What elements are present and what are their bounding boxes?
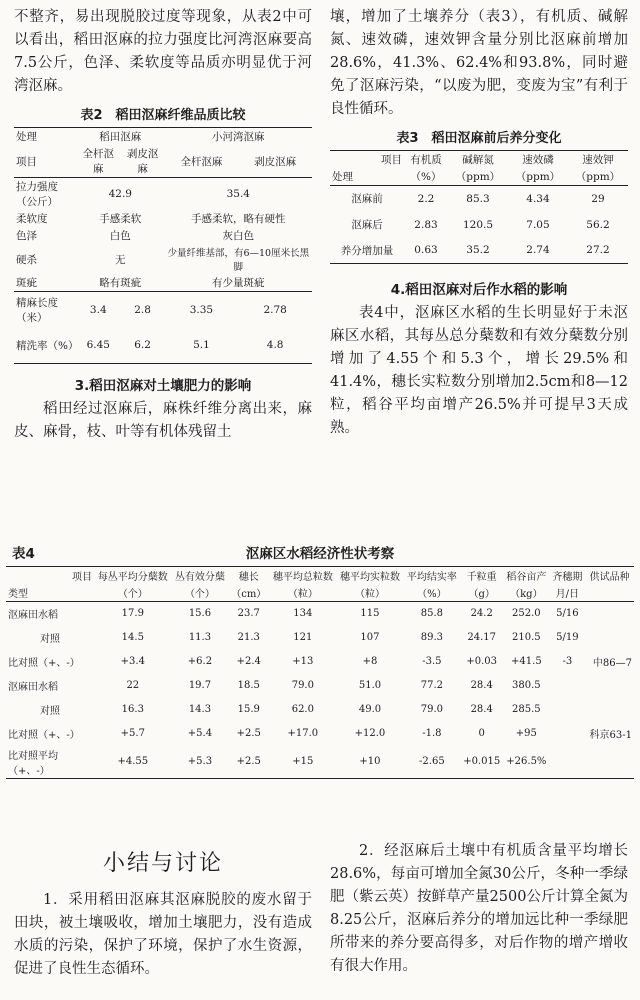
table4-row-label: 比对照（+、-）: [8, 730, 80, 741]
right-column-top: [330, 6, 628, 440]
table4-cell: 16.3: [121, 704, 144, 715]
table3-header: 有机质: [410, 154, 442, 166]
table4-cell: 18.5: [237, 680, 260, 691]
table4-cell: 0: [478, 728, 485, 739]
table2-cell: 少量纤维基部，有6—10厘米长黑脚: [167, 248, 310, 273]
table2-cell: 42.9: [108, 188, 132, 200]
table4-cell: 79.0: [291, 680, 314, 691]
table4-cell: 285.5: [512, 704, 541, 715]
table4: [6, 566, 634, 779]
table4-cell: 24.2: [470, 608, 493, 620]
table4-cell: [585, 602, 634, 626]
right-top-paragraph: 壤，增加了土壤养分（表3），有机质、碱解氮、速效磷，速效钾含量分别比沤麻前增加28.6%，41.3%、62.4%和93.8%，同时避免了沤麻污染，“以废为肥，变废为宝”有利于良性循环。: [330, 9, 628, 117]
table4-header: 穗平均实粒数: [339, 572, 400, 583]
table4-cell: -3.5: [422, 656, 442, 667]
table4-cell: 5/16: [556, 608, 579, 620]
table4-unit: （个）: [184, 589, 215, 600]
table4-cell: [550, 674, 586, 698]
table2-corner-top: 处理: [16, 131, 37, 143]
table4-cell: 77.2: [420, 680, 443, 691]
table2-group-header: 小河湾沤麻: [212, 131, 265, 143]
table4-cell: +41.5: [511, 656, 542, 667]
table4-cell: +4.55: [117, 756, 149, 767]
table3-cell: 7.05: [526, 218, 550, 231]
table4-cell: -3: [562, 656, 573, 667]
table3-caption: 表3 稻田沤麻前后养分变化: [396, 131, 562, 146]
table4-cell: +12.0: [354, 728, 386, 739]
summary-left: [14, 846, 312, 981]
table2-cell: 略有斑疵: [99, 277, 142, 289]
table4-cell: +2.4: [236, 656, 261, 667]
left-top-paragraph: 不整齐，易出现脱胶过度等现象，从表2中可以看出，稻田沤麻的拉力强度比河湾沤麻要高7.5公斤，色泽、柔软度等品质亦明显优于河湾沤麻。: [14, 9, 312, 94]
table4-header: 每丛平均分蘖数: [97, 572, 168, 583]
table3-row-label: 沤麻后: [351, 219, 383, 231]
table4-cell: -1.8: [422, 728, 442, 739]
table2-row-label: 精洗率（%）: [16, 339, 79, 352]
table4-cell: [550, 722, 586, 746]
table4-cell: 14.3: [188, 704, 212, 715]
table4-unit: [585, 584, 634, 602]
table4-unit: （cm）: [231, 589, 267, 600]
table3-cell: 2.2: [417, 192, 435, 205]
table3-cell: 35.2: [466, 244, 490, 257]
table2-sub-header: 全杆沤麻: [82, 148, 115, 175]
table2-cell: 5.1: [193, 339, 210, 352]
table4-cell: +15: [292, 756, 314, 767]
section4-heading: 4.稻田沤麻对后作水稻的影响: [390, 282, 568, 298]
table3-row-label: 养分增加量: [340, 244, 394, 257]
table4-cell: +10: [359, 756, 381, 767]
table4-header: 丛有效分蘖: [174, 572, 225, 583]
table2-cell: 无: [115, 253, 126, 266]
table4-cell: +8: [362, 656, 378, 667]
table2-cell: 6.45: [86, 339, 110, 352]
table4-cell: 89.3: [420, 632, 443, 643]
summary-right: [330, 840, 628, 978]
summary-point-2: 2．经沤麻后土壤中有机质含量平均增长28.6%，每亩可增加全氮30公斤，冬种一季绿肥（紫云英）按鲜草产量2500公斤计算全氮为8.25公斤，沤麻后养分的增加远比种一季绿肥所带来的养分要高得多，对后作物的增产增收有很大作用。: [330, 843, 628, 974]
table3-corner-top: 项目: [381, 154, 402, 166]
summary-point-1: 1．采用稻田沤麻其沤麻脱胶的废水留于田块，被土壤吸收，增加土壤肥力，没有造成水质的污染，保护了环境，保护了水生资源，促进了良性生态循环。: [14, 892, 312, 977]
table2-sub-header: 剥皮沤麻: [126, 148, 159, 175]
table4-row-label: 比对照（+、-）: [8, 658, 80, 669]
table4-cell: 19.7: [188, 680, 212, 691]
table3: [330, 150, 628, 264]
table4-cell: +0.015: [463, 756, 501, 767]
table4-cell: 24.17: [467, 632, 497, 643]
table2-cell: 35.4: [226, 188, 250, 200]
table2-row-label: 精麻长度（米）: [16, 296, 58, 324]
table4-header: 穗长: [238, 572, 259, 583]
table4-cell: 107: [360, 632, 380, 643]
table4-cell: +6.2: [187, 656, 213, 667]
table2-cell: 白色: [109, 230, 131, 242]
table4-cell: 22: [126, 680, 140, 691]
table4-cell: 28.4: [470, 704, 493, 715]
table2-corner-bottom: 项目: [16, 155, 37, 168]
table4-header: 供试品种: [589, 572, 630, 583]
table4-unit: （g）: [468, 589, 495, 600]
table4-unit: （粒）: [287, 589, 318, 600]
table4-cell: 210.5: [512, 632, 541, 643]
summary-heading: 小结与讨论: [102, 851, 223, 876]
table4-cell: 62.0: [291, 704, 314, 715]
table4-cell: +2.5: [236, 728, 261, 739]
table2-cell: 灰白色: [222, 230, 255, 242]
table4-cell: +26.5%: [506, 756, 547, 767]
table2-cell: 2.78: [263, 303, 287, 316]
table4-cell: 252.0: [512, 608, 541, 620]
table4-cell: [585, 698, 634, 722]
table3-cell: 27.2: [586, 244, 610, 257]
table4-cell: 5/19: [556, 632, 579, 643]
table4-header: 平均结实率: [406, 572, 457, 583]
table4-cell: 51.0: [358, 680, 382, 691]
section3-paragraph: 稻田经过沤麻后，麻株纤维分离出来，麻皮、麻骨，枝、叶等有机体残留土: [14, 401, 312, 440]
table4-corner-bottom: 类型: [8, 589, 28, 600]
table2-sub-header: 剥皮沤麻: [254, 155, 297, 168]
table2-row-label: 斑疵: [16, 277, 37, 289]
table4-cell: 科京63-1: [589, 730, 632, 741]
section4-paragraph: 表4中，沤麻区水稻的生长明显好于未沤麻区水稻，其每丛总分蘖数和有效分蘖数分别增加了4.55个和5.3个，增长29.5%和41.4%，穗长实粒数分别增加2.5cm和8—12粒，稻谷平均亩增产26.5%并可提早3天成熟。: [330, 305, 628, 436]
table3-cell: 29: [591, 192, 605, 205]
table4-header: 穗平均总粒数: [272, 572, 333, 583]
table4-cell: 21.3: [237, 632, 260, 643]
table4-cell: 85.8: [420, 608, 443, 620]
table4-row-label: 对照: [40, 634, 60, 645]
table2-cell: 手感柔软，略有硬性: [191, 213, 286, 225]
table4-row-label: 沤麻田水稻: [8, 610, 58, 622]
table4-row-label: 比对照平均（+、-）: [8, 750, 58, 777]
table4-cell: 380.5: [512, 680, 541, 691]
table4-cell: +5.4: [187, 728, 213, 739]
table4-cell: 15.6: [188, 608, 212, 620]
table4-cell: 11.3: [188, 632, 212, 643]
table3-header: 速效钾: [582, 154, 614, 166]
left-column-top: [14, 6, 312, 444]
table4-cell: +3.4: [120, 656, 145, 667]
table3-unit: （%）: [410, 171, 442, 183]
table4-cell: 28.4: [470, 680, 493, 691]
table4-unit: （个）: [117, 589, 148, 600]
table2-cell: 3.4: [89, 303, 107, 316]
table2-row-label: 拉力强度（公斤）: [16, 181, 58, 208]
table4-cell: +2.5: [236, 756, 261, 767]
table3-corner-bottom: 处理: [332, 171, 353, 183]
table4-cell: 79.0: [420, 704, 443, 715]
table4-header: 千粒重: [466, 572, 497, 583]
table4-header: 齐穗期: [552, 572, 583, 583]
table3-cell: 85.3: [466, 192, 490, 205]
table4-cell: +95: [515, 728, 537, 739]
table4-row-label: 沤麻田水稻: [8, 682, 58, 693]
table2-cell: 有少量斑疵: [212, 277, 265, 289]
table4-cell: +5.3: [187, 756, 213, 767]
table2-cell: 2.8: [134, 303, 151, 316]
table3-cell: 2.83: [414, 218, 438, 231]
table4-unit: （kg）: [510, 589, 543, 600]
table3-unit: （ppm）: [455, 171, 501, 183]
table4-cell: 14.5: [121, 632, 144, 643]
section3-heading: 3.稻田沤麻对土壤肥力的影响: [74, 378, 252, 394]
table2-row-label: 色泽: [16, 230, 37, 242]
table2-cell: 手感柔软: [99, 213, 142, 225]
table3-unit: （ppm）: [515, 171, 561, 183]
table3-cell: 56.2: [586, 218, 610, 231]
table4-cell: 中86—7: [592, 658, 632, 669]
table2-cell: 3.35: [189, 303, 214, 316]
table3-cell: 2.74: [526, 244, 550, 257]
table4-cell: +17.0: [287, 728, 319, 739]
table3-header: 速效磷: [522, 154, 554, 166]
table4-unit: （%）: [417, 589, 447, 600]
table4-cell: 17.9: [121, 608, 144, 620]
table4-cell: [550, 746, 586, 779]
table4-cell: 23.7: [237, 608, 260, 620]
table2-cell: 4.8: [266, 339, 284, 352]
table4-cell: 134: [293, 608, 313, 620]
table4-caption-row: [6, 542, 634, 562]
table4-cell: [550, 698, 586, 722]
table4-cell: 15.9: [237, 704, 260, 715]
table4-cell: +0.03: [466, 656, 498, 667]
table3-header: 碱解氮: [462, 154, 494, 166]
table3-cell: 0.63: [414, 244, 438, 257]
table3-cell: 120.5: [462, 218, 494, 231]
table4-cell: [585, 626, 634, 650]
table4-corner-top: 项目: [72, 572, 92, 583]
table4-unit: 月/日: [555, 589, 580, 600]
table4-cell: +5.7: [120, 728, 145, 739]
table2-caption: 表2 稻田沤麻纤维品质比较: [80, 108, 246, 123]
table2-cell: 6.2: [134, 339, 151, 352]
table3-row-label: 沤麻前: [351, 193, 383, 206]
table4-caption-label: 表4: [12, 546, 35, 562]
table4-cell: 115: [360, 608, 380, 620]
table4-cell: 121: [293, 632, 313, 643]
table4-cell: +13: [292, 656, 314, 667]
table4-header: 稻谷亩产: [506, 572, 547, 583]
table4-cell: -2.65: [419, 756, 445, 767]
table2-row-label: 柔软度: [16, 213, 48, 225]
table4-unit: （粒）: [354, 589, 385, 600]
table4-caption-title: 沤麻区水稻经济性状考察: [245, 546, 395, 562]
table3-unit: （ppm）: [575, 171, 621, 183]
table4-cell: [585, 674, 634, 698]
table4-cell: [585, 746, 634, 779]
table2-sub-header: 全杆沤麻: [180, 155, 223, 168]
table2: [14, 127, 312, 364]
table4-row-label: 对照: [40, 706, 60, 717]
table3-cell: 4.34: [526, 192, 550, 205]
table2-group-header: 稻田沤麻: [99, 131, 142, 143]
table2-row-label: 硬杀: [16, 253, 37, 266]
table4-cell: 49.0: [358, 704, 382, 715]
table4-block: [6, 542, 634, 779]
